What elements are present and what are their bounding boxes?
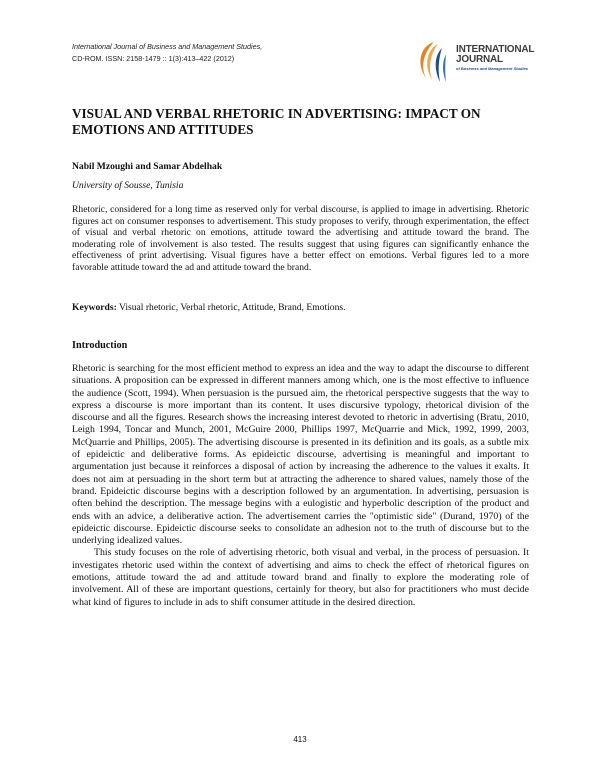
journal-header xyxy=(72,41,372,64)
logo-subtitle: of Business and Management Studies xyxy=(456,66,529,71)
introduction-body xyxy=(72,363,529,609)
introduction-paragraph-2: This study focuses on the role of advertising rhetoric, both visual and verbal, in the process of persuasion. It investigates rhetoric used within the context of advertising and aims to check the effect of rhetorical figures on emotions, attitude toward the ad and attitude toward brand and finally to explore the moderating role of involvement. All of these are important questions, certainly for theory, but also for practitioners who must decide what kind of figures to include in ads to shift consumer attitude in the desired direction. xyxy=(72,547,529,608)
introduction-paragraph-1: Rhetoric is searching for the most efficient method to express an idea and the way to adapt the discourse to different situations. A proposition can be expressed in different manners among which, one is the most effective to influence the audience (Scott, 1994). When persuasion is the pursued aim, the rhetorical perspective suggests that the way to express a discourse is more important than its content. It uses discursive typology, rhetorical division of the discourse and all the figures. Research shows the increasing interest devoted to rhetoric in advertising (Bratu, 2010, Leigh 1994, Toncar and Munch, 2001, McGuire 2000, Phillips 1997, McQuarrie and Mick, 1992, 1999, 2003, McQuarrie and Phillips, 2005). The advertising discourse is presented in its definition and its goals, as a subtle mix of epideictic and deliberative forms. As epideictic discourse, advertising is meaningful and important to argumentation just because it reinforces a disposal of action by increasing the adherence to the values it exalts. It does not aim at persuading in the short term but at attracting the adherence to shared values, namely those of the brand. Epideictic discourse begins with a description followed by an argumentation. In advertising, persuasion is often behind the description. The message begins with a eulogistic and hyperbolic description of the product and ends with an advice, a deliberative action. The advertisement carries the "optimistic side" (Durand, 1970) of the epideictic discourse. Epideictic discourse seeks to consolidate an adhesion not to the truth of discourse but to the underlying idealized values. xyxy=(72,363,529,547)
section-heading-introduction: Introduction xyxy=(72,340,128,351)
keywords-label: Keywords: xyxy=(72,302,117,313)
keywords xyxy=(72,302,529,313)
journal-logo xyxy=(412,38,552,86)
journal-name: International Journal of Business and Management Studies, xyxy=(72,42,263,51)
keywords-list: Visual rhetoric, Verbal rhetoric, Attitude, Brand, Emotions. xyxy=(116,302,346,313)
logo-line-international: INTERNATIONAL xyxy=(456,44,535,55)
logo-line-journal: JOURNAL xyxy=(456,54,503,65)
paper-affiliation: University of Sousse, Tunisia xyxy=(72,180,184,191)
logo-swirl-icon xyxy=(412,38,456,86)
journal-issn: CD-ROM. ISSN: 2158-1479 :: 1(3):413–422 (2012) xyxy=(72,53,235,63)
paper-authors: Nabil Mzoughi and Samar Abdelhak xyxy=(72,161,223,172)
page-number: 413 xyxy=(293,735,307,744)
paper-title: VISUAL AND VERBAL RHETORIC IN ADVERTISING: IMPACT ON EMOTIONS AND ATTITUDES xyxy=(72,106,481,137)
abstract: Rhetoric, considered for a long time as reserved only for verbal discourse, is applied to image in advertising. Rhetoric figures act on consumer responses to advertisement. This study proposes to verify, through experimentation, the effect of visual and verbal rhetoric on emotions, attitude toward the advertising and attitude toward the brand. The moderating role of involvement is also tested. The results suggest that using figures can significantly enhance the effectiveness of print advertising. Visual figures have a better effect on emotions. Verbal figures led to a more favorable attitude toward the ad and attitude toward the brand. xyxy=(72,204,529,273)
